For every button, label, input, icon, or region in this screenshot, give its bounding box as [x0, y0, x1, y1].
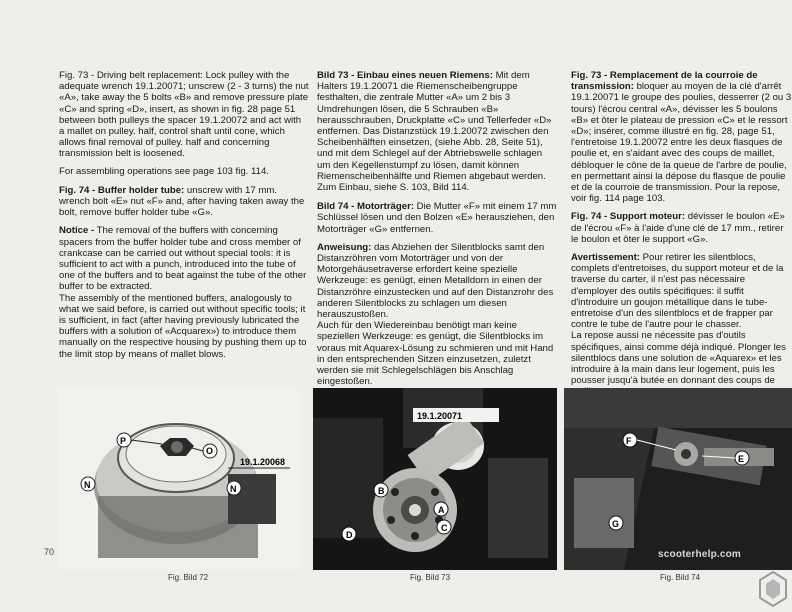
fig73-label-c: C: [441, 523, 448, 533]
avertissement-text: Pour retirer les silentblocs, complets d'entretoises, du support moteur et de la traverse du carter, il n'est pas nécessaire d'employer des outils spécifiques: il suffit d'introduire un goujon métallique dans le tube-entretoise d'un des silentblocs et de frapper par contre le tube de l'autre pour le chasser.: [571, 252, 784, 331]
french-column: [571, 70, 792, 404]
engine-support-illustration: [564, 388, 792, 570]
figure-74-caption: Fig. Bild 74: [660, 573, 701, 582]
fig73-tool-number: 19.1.20071: [417, 411, 463, 421]
fig74-english-title: Fig. 74 - Buffer holder tube:: [59, 184, 185, 196]
bild74-text: Die Mutter «F» mit einem 17 mm Schlüssel lösen und den Bolzen «E» herausziehen, den Motorträger «G» entfernen.: [317, 201, 557, 235]
fig73-label-a: A: [438, 505, 445, 515]
notice-title: Notice -: [59, 225, 95, 237]
bild73-german: [317, 70, 557, 182]
bild73-text: Mit dem Halters 19.1.20071 die Riemenscheibengruppe festhalten, die zentrale Mutter «A» um 2 bis 3 Umdrehungen lösen, die 5 Schrauben «B» herausschrauben, Druckplatte «C» und Tellerfeder «D» entfernen. Das Distanzstück 19.1.20072 zwischen den Scheibenhälften einsetzen, (siehe Abb. 28, Seite 51), und mit dem Schlegel auf der Abtriebswelle schlagen um den Kegellenstumpf zu lösen, damit können Riemenscheibenhälfte und Riemen abgebaut werden.: [317, 70, 552, 182]
fig73-english-text: Fig. 73 - Driving belt replacement: Lock pulley with the adequate wrench 19.1.20071; unscrew (2 - 3 turns) the nut «A», take away the 5 bolts «B» and remove pressure plate «C» and spring «D», insert, as shown in fig. 28 page 51 between both pulleys the spacer 19.1.20072 and act with a mallet on pulley. half, control shaft until cone, which allows final removal of pulley. half and concerning transmission belt is loosened.: [59, 70, 309, 160]
fig74-french-title: Fig. 74 - Support moteur:: [571, 211, 686, 223]
figure-74-photo: [564, 388, 792, 570]
figure-72-caption: Fig. Bild 72: [168, 573, 209, 582]
avertissement-title: Avertissement:: [571, 252, 640, 264]
bild73-einbau: Zum Einbau, siehe S. 103, Bild 114.: [317, 182, 470, 194]
fig73-label-b: B: [378, 486, 385, 496]
german-column: [317, 70, 557, 393]
anweisung-title: Anweisung:: [317, 241, 372, 253]
buffer-assembly-text: The assembly of the mentioned buffers, analogously to what we said before, is carried out without specific tools; it is sufficient, in fact (after having previously lubricated the buffers with a solution of «Acquarex») to introduce them manually on the respective housing by pushing them up to the limit stop by means of mallet blows.: [59, 292, 307, 360]
fig74-label-g: G: [612, 519, 620, 529]
anweisung-block: [317, 242, 557, 320]
bild73-title: Bild 73 - Einbau eines neuen Riemens:: [317, 70, 493, 81]
fig74-english: [59, 185, 309, 219]
fig74-french-text: dévisser le boulon «E» de l'écrou «F» à l'aide d'une clé de 17 mm., retirer le boulon et ôter le support «G».: [571, 211, 785, 245]
notice-block: [59, 225, 309, 292]
bild74-german: [317, 201, 557, 235]
notice-text: The removal of the buffers with concerning spacers from the buffer holder tube and cross member of crankcase can be carried out without special tools: it is sufficient to act with a punch, introduced into the tube of one of the buffers and to beat against the tube of the other buffer to be extracted.: [59, 225, 307, 293]
fig72-tool-number: 19.1.20068: [240, 457, 286, 467]
variator-illustration: [313, 388, 557, 570]
watermark-text: scooterhelp.com: [658, 549, 742, 560]
fig74-english-text: unscrew with 17 mm. wrench bolt «E» nut «F» and, after having taken away the bolt, remove buffer holder tube «G».: [59, 184, 305, 219]
anweisung-text: das Abziehen der Silentblocks samt den Distanzröhren vom Motorträger und von der Motorgehäusetraverse erfordert keine spezielle Werkzeuge: es genügt, einen Metalldorn in einen der Distanzröhre einzustecken und auf den Distanzrohr des anderen Silentblocks zu schlagen um diesen herauszustoßen.: [317, 241, 554, 321]
fig73-french-text: bloquer au moyen de la clé d'arrêt 19.1.20071 le groupe des poulies, desserrer (2 ou 3 tours) l'écrou central «A», dévisser les 5 boulons «B» et ôter le plateau de pression «C» et le ressort «D»; insérer, comme illustré en fig. 28, page 51, l'entretoise 19.1.20072 entre les deux flasques de poulie et, en s'aidant avec des coups de maillet, débloquer le cône de la queue de l'arbre de poulie, en permettant ainsi la dépose du flasque de poulie et de la courroie de transmission. Pour la repose, voir fig. 114 page 103.: [571, 81, 792, 205]
figure-72-photo: [58, 388, 300, 570]
fig74-french: [571, 211, 792, 245]
fig72-label-n-right: N: [230, 484, 237, 494]
figure-73-caption: Fig. Bild 73: [410, 573, 451, 582]
figure-73-photo: [313, 388, 557, 570]
fig72-label-p: P: [120, 436, 127, 446]
assembling-reference: For assembling operations see page 103 fig. 114.: [59, 165, 269, 177]
fig73-french: [571, 70, 792, 204]
english-column: [59, 70, 309, 366]
fig73-label-d: D: [346, 530, 353, 540]
repose-text: La repose aussi ne nécessite pas d'outils spécifiques, ainsi comme déjà indiqué. Plonger les silentblocs dans une solution de «Aquarex» et les introduire à la main dans leur logement, puis les pousser jusqu'à butée en donnant des coups de: [571, 330, 786, 387]
fig73-french-title: Fig. 73 - Remplacement de la courroie de transmission:: [571, 70, 758, 93]
anweisung-einbau-text: Auch für den Wiedereinbau benötigt man keine speziellen Werkzeuge: es genügt, die Silentblocks im voraus mit Aquarex-Lösung zu schmieren und mit Hand in den entsprechenden Sitzen einzusetzen, zuletzt werden sie mit Schlegelschlägen bis Anschlag eingestoßen.: [317, 320, 554, 388]
fig72-label-n-left: N: [84, 480, 91, 490]
scooterhelp-logo-icon: [758, 570, 788, 608]
page-number: 70: [44, 547, 55, 557]
pulley-illustration: [58, 388, 300, 570]
fig72-label-o: O: [206, 446, 214, 456]
avertissement-block: [571, 252, 792, 330]
fig74-label-e: E: [738, 454, 745, 464]
fig74-label-f: F: [626, 436, 632, 446]
bild74-title: Bild 74 - Motorträger:: [317, 201, 415, 213]
